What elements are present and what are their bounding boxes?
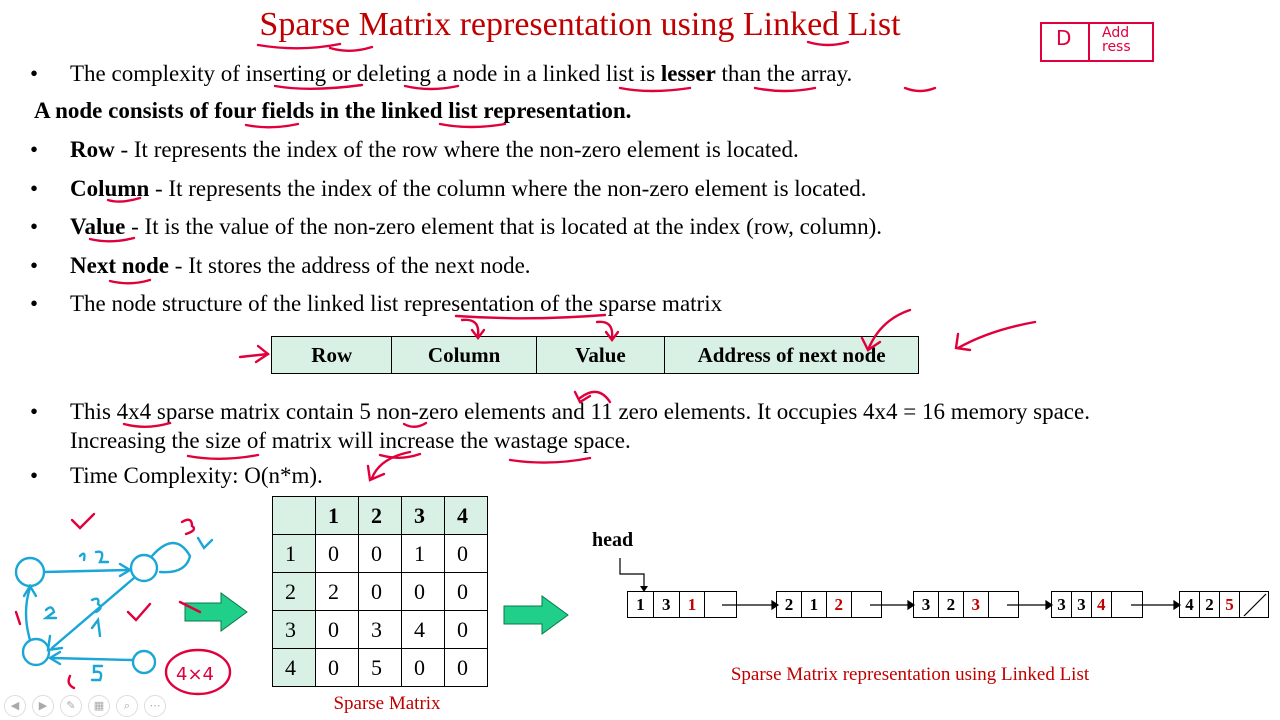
node-structure-intro: The node structure of the linked list representation of the sparse matrix	[70, 291, 723, 316]
ll-val: 2	[827, 592, 852, 617]
field-name: Next node	[70, 253, 170, 278]
matrix-cell: 1	[402, 535, 445, 573]
field-desc: - It stores the address of the next node.	[169, 253, 531, 278]
node-field-address: Address of next node	[697, 342, 886, 367]
node-field-column: Column	[392, 337, 536, 373]
zoom-icon[interactable]: ⌕	[116, 695, 138, 717]
matrix-cell: 0	[402, 649, 445, 687]
ll-col: 2	[1200, 592, 1220, 617]
matrix-cell: 0	[316, 649, 359, 687]
field-name: Row	[70, 137, 115, 162]
note-word: Add ress	[1102, 25, 1131, 55]
matrix-row-header: 4	[273, 649, 316, 687]
matrix-col-header: 2	[359, 497, 402, 535]
matrix-cell: 0	[445, 649, 488, 687]
ll-row: 3	[914, 592, 939, 617]
ll-col: 3	[654, 592, 680, 617]
ll-row: 3	[1052, 592, 1072, 617]
matrix-cell: 0	[359, 535, 402, 573]
node-field-row: Row	[272, 337, 392, 373]
matrix-cell: 5	[359, 649, 402, 687]
matrix-cell: 0	[445, 611, 488, 649]
field-name: Column	[70, 176, 150, 201]
matrix-cell: 4	[402, 611, 445, 649]
matrix-cell: 0	[445, 573, 488, 611]
matrix-col-header: 1	[316, 497, 359, 535]
example-line-1: This 4x4 sparse matrix contain 5 non-zero elements and 11 zero elements. It occupies 4x4 = 16 memory space.	[70, 399, 1090, 424]
pen-icon[interactable]: ✎	[60, 695, 82, 717]
matrix-cell: 0	[316, 611, 359, 649]
node-field-value: Value	[537, 337, 665, 373]
ll-row: 1	[628, 592, 654, 617]
slide-title: Sparse Matrix representation using Linked List	[259, 6, 901, 43]
next-slide-icon[interactable]: ▶	[32, 695, 54, 717]
matrix-cell: 0	[316, 535, 359, 573]
matrix-cell: 0	[359, 573, 402, 611]
bullet-bold: lesser	[660, 61, 716, 86]
note-letter: D	[1056, 26, 1072, 50]
matrix-col-header: 3	[402, 497, 445, 535]
ll-row: 2	[777, 592, 802, 617]
example-line-2: Increasing the size of matrix will increase the wastage space.	[70, 428, 631, 453]
field-desc: - It represents the index of the row where the non-zero element is located.	[114, 137, 799, 162]
prev-slide-icon[interactable]: ◀	[4, 695, 26, 717]
matrix-row-header: 1	[273, 535, 316, 573]
field-name: Value	[70, 214, 126, 239]
matrix-cell: 3	[359, 611, 402, 649]
ll-col: 1	[802, 592, 827, 617]
ll-val: 1	[680, 592, 706, 617]
ll-val: 4	[1092, 592, 1112, 617]
slides-icon[interactable]: ▦	[88, 695, 110, 717]
presentation-toolbar[interactable]	[4, 695, 166, 717]
ll-col: 2	[939, 592, 964, 617]
matrix-cell: 0	[402, 573, 445, 611]
ll-col: 3	[1072, 592, 1092, 617]
field-desc: - It represents the index of the column where the non-zero element is located.	[149, 176, 867, 201]
matrix-cell: 0	[445, 535, 488, 573]
head-label: head	[592, 529, 634, 551]
fields-heading: A node consists of four fields in the linked list representation.	[34, 98, 632, 123]
ll-val: 3	[964, 592, 989, 617]
bullet-text-end: than the array.	[715, 61, 853, 86]
linked-list-caption: Sparse Matrix representation using Linked List	[730, 664, 1090, 685]
field-desc: - It is the value of the non-zero element that is located at the index (row, column).	[125, 214, 882, 239]
matrix-caption: Sparse Matrix	[333, 693, 441, 714]
matrix-row-header: 3	[273, 611, 316, 649]
ll-row: 4	[1180, 592, 1200, 617]
time-complexity: Time Complexity: O(n*m).	[70, 463, 323, 488]
size-note: 4×4	[176, 664, 214, 685]
bullet-text: The complexity of inserting or deleting a node in a linked list is	[70, 61, 661, 86]
ll-val: 5	[1220, 592, 1240, 617]
matrix-col-header: 4	[445, 497, 488, 535]
matrix-cell: 2	[316, 573, 359, 611]
matrix-row-header: 2	[273, 573, 316, 611]
more-icon[interactable]: ⋯	[144, 695, 166, 717]
